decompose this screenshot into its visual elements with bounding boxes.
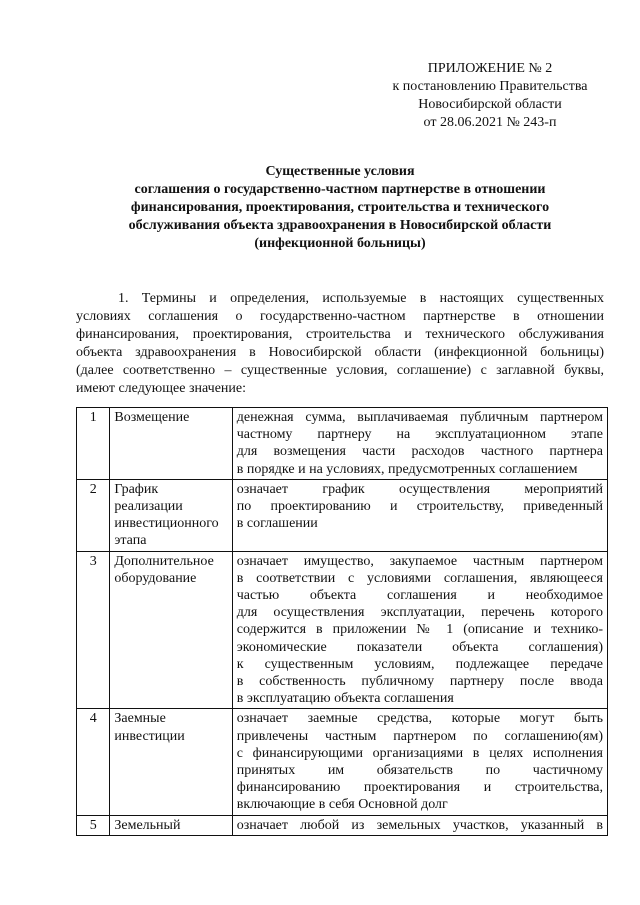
- title-line: Существенные условия: [265, 164, 415, 179]
- title-line: соглашения о государственно-частном партнерстве в отношении: [134, 182, 546, 197]
- definition-line: с финансирующими организациями в целях исполнения: [236, 745, 603, 761]
- term-name: [110, 709, 232, 815]
- table-row: [77, 479, 608, 551]
- intro-line: объекта здравоохранения в Новосибирской области (инфекционной больницы): [76, 345, 604, 360]
- definition-line: в соглашении: [236, 516, 318, 532]
- term-name-line: этапа: [114, 533, 147, 549]
- definition-line: финансированию проектирования и строительства,: [236, 780, 603, 796]
- term-name-line: инвестиционного: [114, 516, 219, 532]
- annex-line: Новосибирской области: [418, 97, 562, 112]
- definition-line: означает имущество, закупаемое частным партнером: [236, 553, 603, 569]
- term-name-line: реализации: [114, 499, 183, 515]
- definition-line: денежная сумма, выплачиваемая публичным партнером: [236, 410, 603, 425]
- definition-line: в эксплуатацию объекта соглашения: [236, 691, 454, 707]
- intro-line: 1. Термины и определения, используемые в настоящих существенных: [118, 291, 604, 306]
- definition-line: означает любой из земельных участков, указанный в: [236, 817, 603, 833]
- definition-line: экономические показатели объекта соглашения): [236, 639, 603, 655]
- table-row: [77, 815, 608, 835]
- term-name-line: Возмещение: [114, 410, 190, 425]
- term-number: 4: [77, 709, 110, 815]
- term-name-line: График: [114, 481, 159, 497]
- title-line: (инфекционной больницы): [254, 236, 426, 251]
- definition-line: частному партнеру на эксплуатационном этапе: [236, 427, 603, 443]
- definition-line: по проектированию и строительству, приведенный: [236, 499, 603, 515]
- definition-line: означает заемные средства, которые могут быть: [236, 711, 603, 727]
- table-row: [77, 408, 608, 480]
- term-definition: [232, 815, 607, 835]
- definition-line: для возмещения части расходов частного партнера: [236, 444, 603, 460]
- definition-line: принятых им обязательств по частичному: [236, 763, 603, 779]
- title-line: обслуживания объекта здравоохранения в Новосибирской области: [128, 218, 552, 233]
- term-definition: [232, 709, 607, 815]
- annex-header: [380, 60, 600, 132]
- term-number: 3: [77, 551, 110, 709]
- annex-line: ПРИЛОЖЕНИЕ № 2: [427, 61, 553, 76]
- term-number: 1: [77, 408, 110, 480]
- definition-line: в соответствии с условиями соглашения, являющееся: [236, 570, 603, 586]
- table-row: [77, 709, 608, 815]
- term-name-line: Земельный: [114, 817, 181, 833]
- definition-line: содержится в приложении № 1 (описание и технико-: [236, 622, 603, 638]
- term-name: [110, 815, 232, 835]
- term-name: [110, 551, 232, 709]
- intro-paragraph: [76, 290, 604, 398]
- definition-line: в порядке и на условиях, предусмотренных соглашением: [236, 461, 578, 477]
- definition-line: в собственность публичному партнеру после ввода: [236, 674, 603, 690]
- definition-line: включающие в себя Основной долг: [236, 797, 448, 813]
- intro-line: имеют следующее значение:: [76, 381, 246, 396]
- definition-line: для осуществления эксплуатации, перечень которого: [236, 605, 603, 621]
- annex-line: к постановлению Правительства: [392, 79, 588, 94]
- definition-line: к существенным условиям, подлежащее передаче: [236, 656, 603, 672]
- term-name-line: инвестиции: [114, 728, 185, 744]
- term-definition: [232, 551, 607, 709]
- definition-line: частью объекта соглашения и необходимое: [236, 588, 603, 604]
- term-definition: [232, 479, 607, 551]
- title-line: финансирования, проектирования, строительства и технического: [130, 200, 550, 215]
- term-number: 5: [77, 815, 110, 835]
- definition-line: означает график осуществления мероприятий: [236, 481, 603, 497]
- document-title: [70, 163, 610, 253]
- term-name: [110, 479, 232, 551]
- terms-table: [76, 407, 608, 836]
- term-number: 2: [77, 479, 110, 551]
- intro-line: финансирования, проектирования, строительства и технического обслуживания: [76, 327, 604, 342]
- term-name: [110, 408, 232, 480]
- annex-line: от 28.06.2021 № 243-п: [423, 115, 557, 130]
- term-definition: [232, 408, 607, 480]
- term-name-line: оборудование: [114, 570, 197, 586]
- term-name-line: Заемные: [114, 711, 166, 727]
- intro-line: условиях соглашения о государственно-частном партнерстве в отношении: [76, 309, 604, 324]
- intro-line: (далее соответственно – существенные условия, соглашение) с заглавной буквы,: [76, 363, 604, 378]
- term-name-line: Дополнительное: [114, 553, 214, 569]
- table-row: [77, 551, 608, 709]
- definition-line: привлечены частным партнером по соглашению(ям): [236, 728, 603, 744]
